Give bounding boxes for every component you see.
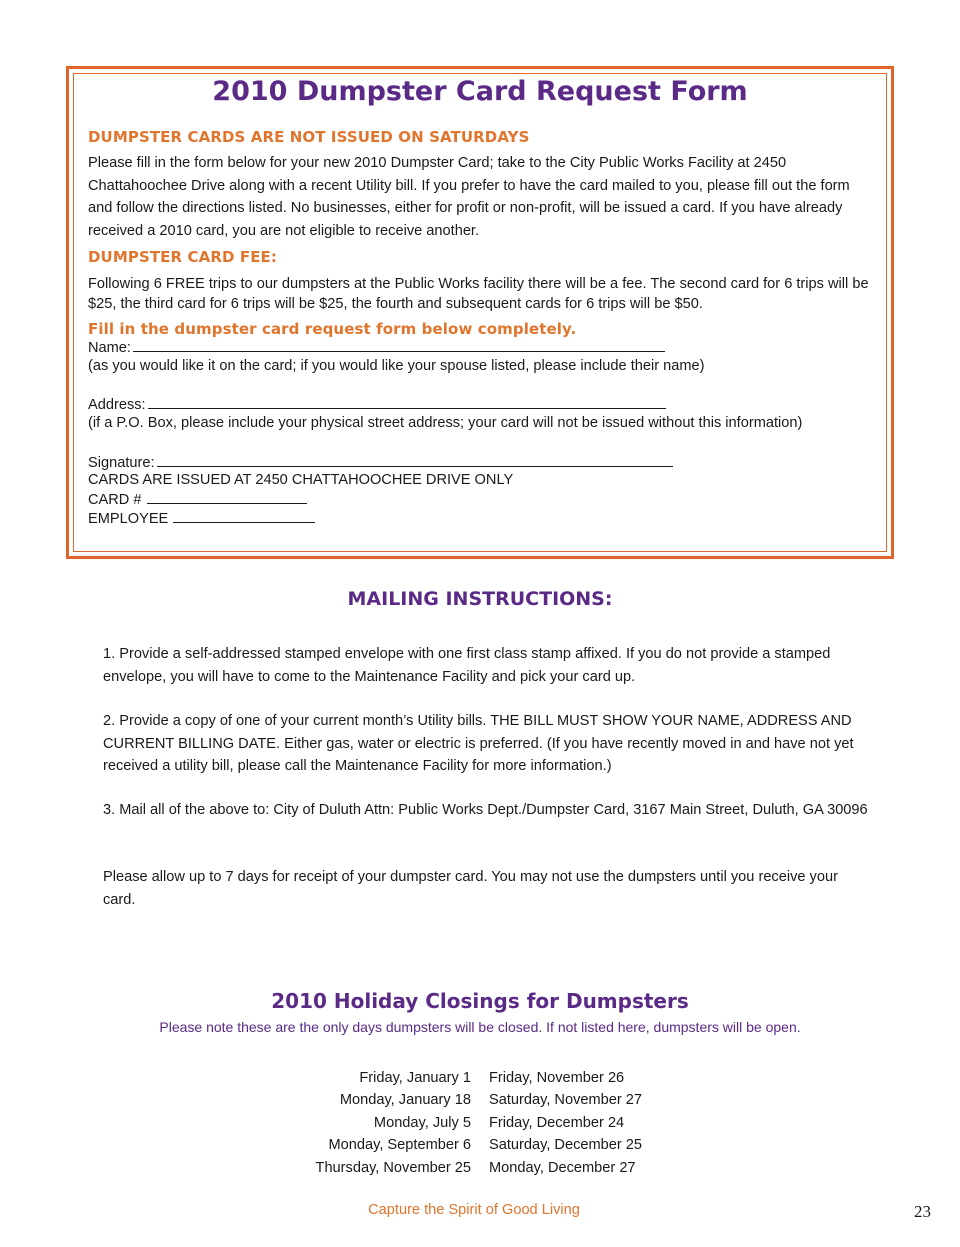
holiday-closings-heading: 2010 Holiday Closings for Dumpsters [271, 989, 689, 1013]
card-number-row [88, 491, 307, 508]
holiday-date: Friday, November 26 [489, 1070, 625, 1086]
holiday-date: Monday, December 27 [489, 1159, 636, 1176]
employee-label: EMPLOYEE [88, 511, 169, 527]
holiday-list-right [489, 1067, 642, 1179]
name-field-row [88, 339, 665, 356]
holiday-date: Saturday, November 27 [489, 1092, 643, 1109]
mailing-step-3: 3. Mail all of the above to: City of Duluth Attn: Public Works Dept./Dumpster Card, 3167 Main Street, Duluth, GA 30096 [103, 802, 868, 818]
holiday-list-left [316, 1067, 471, 1179]
holiday-date: Thursday, November 25 [315, 1159, 471, 1176]
holiday-date: Friday, December 24 [489, 1114, 625, 1131]
form-intro-paragraph: Please fill in the form below for your new 2010 Dumpster Card; take to the City Public Works Facility at 2450 Chattahoochee Drive along with a recent Utility bill. If you prefer to have the card mailed to you, please fill out the form and follow the directions listed. No businesses, either for profit or non-profit, will be issued a card. If you have already received a 2010 card, you are not eligible to receive another. [88, 155, 850, 239]
mailing-closing-note: Please allow up to 7 days for receipt of your dumpster card. You may not use the dumpsters until you receive your card. [103, 869, 838, 908]
holiday-date: Monday, January 18 [339, 1092, 471, 1109]
holiday-date: Friday, January 1 [359, 1070, 471, 1086]
card-number-label: CARD # [88, 492, 142, 508]
name-input-line[interactable] [133, 339, 665, 352]
footer-tagline: Capture the Spirit of Good Living [368, 1202, 580, 1218]
mailing-step-1: 1. Provide a self-addressed stamped envelope with one first class stamp affixed. If you do not provide a stamped envelope, you will have to come to the Maintenance Facility and pick your card up. [103, 646, 831, 685]
form-title: 2010 Dumpster Card Request Form [212, 76, 748, 107]
holiday-date: Monday, July 5 [373, 1114, 471, 1131]
signature-label: Signature: [88, 455, 155, 471]
page-number: 23 [914, 1202, 931, 1221]
address-input-line[interactable] [148, 396, 666, 409]
mailing-instructions-heading: MAILING INSTRUCTIONS: [347, 588, 613, 610]
fee-paragraph: Following 6 FREE trips to our dumpsters at the Public Works facility there will be a fee. The second card for 6 trips will be $25, the third card for 6 trips will be $25, the fourth and subsequent cards for 6 trips will be $50. [88, 276, 869, 312]
employee-row [88, 510, 315, 527]
fill-instructions-heading: Fill in the dumpster card request form below completely. [88, 320, 577, 338]
holiday-date: Saturday, December 25 [489, 1137, 643, 1154]
name-label: Name: [88, 340, 131, 356]
issued-location-note: CARDS ARE ISSUED AT 2450 CHATTAHOOCHEE DRIVE ONLY [88, 472, 514, 488]
mailing-step-2: 2. Provide a copy of one of your current month’s Utility bills. THE BILL MUST SHOW YOUR NAME, ADDRESS AND CURRENT BILLING DATE. Either gas, water or electric is preferred. (If you have recently moved in and have not yet received a utility bill, please call the Maintenance Facility for more information.) [103, 713, 854, 774]
employee-input-line[interactable] [173, 510, 315, 523]
name-note: (as you would like it on the card; if you would like your spouse listed, please include their name) [88, 358, 705, 374]
saturday-notice-heading: DUMPSTER CARDS ARE NOT ISSUED ON SATURDAYS [88, 128, 530, 146]
address-note: (if a P.O. Box, please include your physical street address; your card will not be issued without this information) [88, 415, 803, 431]
card-number-input-line[interactable] [147, 491, 307, 504]
address-label: Address: [88, 397, 146, 413]
signature-input-line[interactable] [157, 454, 673, 467]
address-field-row [88, 396, 666, 413]
holiday-date: Monday, September 6 [328, 1137, 471, 1154]
signature-field-row [88, 454, 673, 471]
holiday-closings-note: Please note these are the only days dumpsters will be closed. If not listed here, dumpsters will be open. [159, 1019, 801, 1035]
fee-heading: DUMPSTER CARD FEE: [88, 248, 277, 266]
